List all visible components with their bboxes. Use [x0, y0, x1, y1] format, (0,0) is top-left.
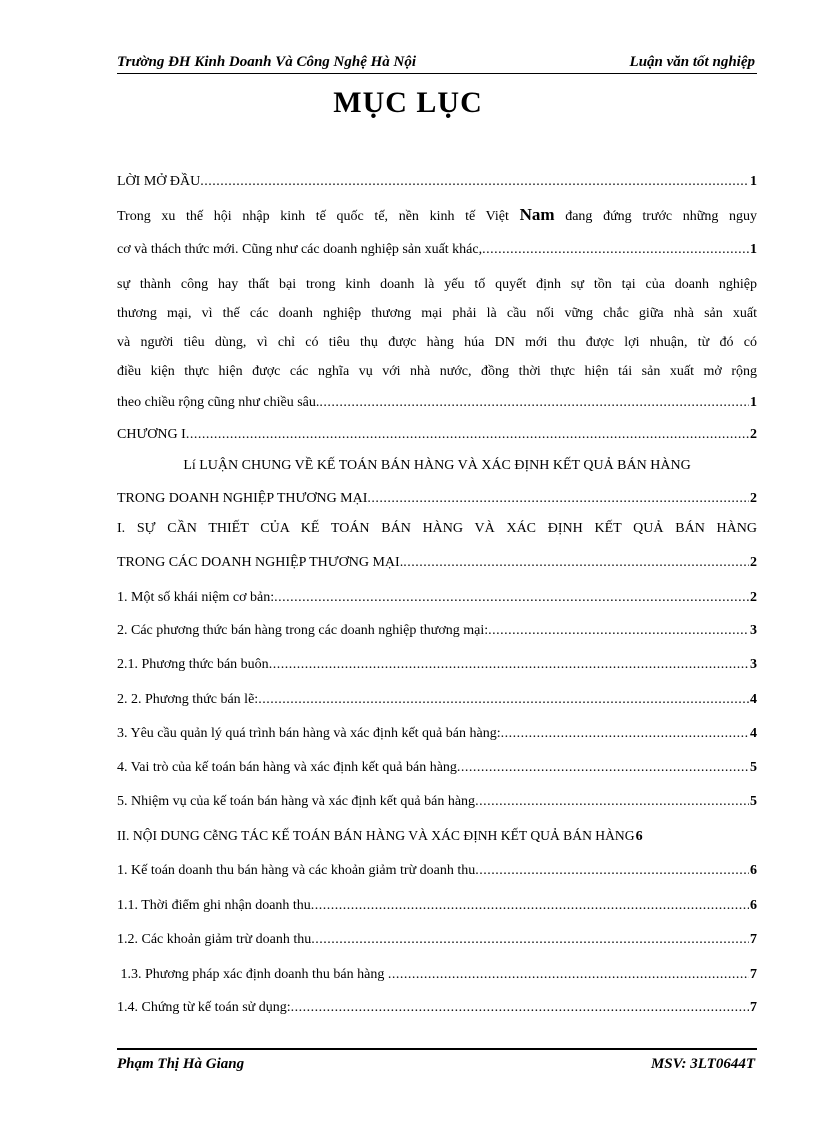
toc-entry-text: 1.3. Phương pháp xác định doanh thu bán hàng	[117, 967, 388, 982]
toc-entry-text: 1. Một số khái niệm cơ bản:	[117, 590, 275, 605]
toc-page-number: 4	[750, 726, 757, 741]
toc-entry-chapter-1[interactable]	[117, 424, 757, 446]
toc-page-number: 6	[750, 898, 757, 913]
toc-entry-text: 4. Vai trò của kế toán bán hàng và xác định kết quả bán hàng	[117, 760, 457, 775]
toc-entry-text: TRONG DOANH NGHIỆP THƯƠNG MẠI	[117, 491, 368, 506]
toc-entry-intro[interactable]	[117, 171, 757, 193]
toc-paragraph-line: điều kiện thực hiện được các nghĩa vụ với nhà nước, đồng thời thực hiện tái sản xuất mở rộng	[117, 364, 757, 379]
toc-entry[interactable]	[117, 587, 757, 609]
toc-leader	[367, 488, 749, 510]
toc-page-number: 2	[750, 590, 757, 605]
toc-page-number: 6	[635, 829, 643, 844]
toc-entry[interactable]	[117, 860, 757, 882]
toc-entry-text: 2. 2. Phương thức bán lẽ:	[117, 692, 259, 707]
toc-page-number: 3	[750, 623, 757, 638]
toc-paragraph-line: sự thành công hay thất bại trong kinh doanh là yếu tố quyết định sự tồn tại của doanh nghiệp	[117, 277, 757, 292]
toc-entry-text: II. NỘI DUNG CễNG TÁC KẾ TOÁN BÁN HÀNG VÀ XÁC ĐỊNH KẾT QUẢ BÁN HÀNG	[117, 828, 635, 843]
toc-entry[interactable]	[117, 997, 757, 1019]
toc-entry[interactable]	[117, 654, 757, 676]
toc-page-number: 6	[750, 863, 757, 878]
header-doc-type: Luận văn tốt nghiệp	[629, 54, 755, 70]
toc-leader	[319, 392, 749, 414]
toc-page-number: 7	[750, 932, 757, 947]
toc-leader	[186, 424, 749, 446]
toc-entry-intro-cont[interactable]	[117, 239, 757, 261]
toc-page-number: 1	[750, 242, 757, 257]
toc-page-number: 2	[750, 427, 757, 442]
toc-entry-text: 1. Kế toán doanh thu bán hàng và các khoản giảm trừ doanh thu	[117, 863, 476, 878]
toc-leader	[501, 723, 749, 745]
page-title: MỤC LỤC	[333, 86, 483, 119]
toc-page-number: 5	[750, 794, 757, 809]
toc-entry-text: TRONG CÁC DOANH NGHIỆP THƯƠNG MẠI.	[117, 555, 404, 570]
toc-leader	[311, 929, 749, 951]
toc-paragraph-line: Trong xu thế hội nhập kinh tế quốc tế, nền kinh tế Việt Nam đang đứng trước những nguy	[117, 205, 757, 224]
toc-entry[interactable]	[117, 757, 757, 779]
toc-page-number: 2	[750, 555, 757, 570]
toc-leader	[258, 689, 749, 711]
toc-leader	[269, 654, 749, 676]
toc-page-number: 2	[750, 491, 757, 506]
toc-entry[interactable]	[117, 964, 757, 986]
toc-entry-text: 3. Yêu cầu quản lý quá trình bán hàng và xác định kết quả bán hàng:	[117, 726, 501, 741]
toc-leader	[274, 587, 749, 609]
toc-entry[interactable]	[117, 689, 757, 711]
toc-entry-chapter-1-title[interactable]	[117, 488, 757, 510]
toc-page-number: 4	[750, 692, 757, 707]
toc-page-number: 3	[750, 657, 757, 672]
toc-leader	[475, 791, 749, 813]
toc-entry-text: 1.4. Chứng từ kế toán sử dụng:	[117, 1000, 291, 1015]
toc-leader	[388, 964, 749, 986]
toc-entry-intro-end[interactable]	[117, 392, 757, 414]
toc-leader	[311, 895, 749, 917]
toc-entry[interactable]	[117, 929, 757, 951]
footer-author: Phạm Thị Hà Giang	[117, 1056, 245, 1072]
toc-leader	[482, 239, 749, 261]
toc-entry-text: 1.2. Các khoản giảm trừ doanh thu	[117, 932, 312, 947]
toc-leader	[488, 620, 749, 642]
toc-entry-text: LỜI MỞ ĐẦU	[117, 174, 201, 189]
toc-page-number: 1	[750, 174, 757, 189]
footer-student-id: MSV: 3LT0644T	[650, 1056, 755, 1072]
toc-entry-text: CHƯƠNG I	[117, 427, 186, 442]
toc-page-number: 5	[750, 760, 757, 775]
toc-leader	[200, 171, 749, 193]
toc-entry[interactable]	[117, 620, 757, 642]
toc-entry[interactable]	[117, 791, 757, 813]
page-footer	[117, 1054, 755, 1076]
page-header	[117, 52, 755, 74]
toc-page-number: 7	[750, 1000, 757, 1015]
header-school: Trường ĐH Kinh Doanh Và Công Nghệ Hà Nội	[117, 54, 417, 70]
toc-entry-text: theo chiều rộng cũng như chiều sâu.	[117, 395, 320, 410]
toc-chapter-title-line: Lí LUẬN CHUNG VỀ KẾ TOÁN BÁN HÀNG VÀ XÁC ĐỊNH KẾT QUẢ BÁN HÀNG	[183, 458, 691, 473]
toc-entry-text: 5. Nhiệm vụ của kế toán bán hàng và xác định kết quả bán hàng	[117, 794, 476, 809]
toc-entry-section-1[interactable]	[117, 552, 757, 574]
footer-rule	[117, 1048, 757, 1050]
header-rule	[117, 73, 757, 74]
toc-entry-text: cơ và thách thức mới. Cũng như các doanh nghiệp sản xuất khác,	[117, 242, 483, 257]
toc-entry[interactable]	[117, 895, 757, 917]
toc-leader	[457, 757, 749, 779]
toc-section-title-line: I. SỰ CẦN THIẾT CỦA KẾ TOÁN BÁN HÀNG VÀ XÁC ĐỊNH KẾT QUẢ BÁN HÀNG	[117, 521, 757, 536]
toc-paragraph-line: thương mại, vì thế các doanh nghiệp thương mại phải là cầu nối vững chắc giữa nhà sản xuất	[117, 306, 757, 321]
toc-entry[interactable]	[117, 723, 757, 745]
toc-entry-text: 2. Các phương thức bán hàng trong các doanh nghiệp thương mại:	[117, 623, 489, 638]
toc-leader	[403, 552, 749, 574]
toc-page-number: 7	[750, 967, 757, 982]
toc-leader	[475, 860, 749, 882]
toc-entry-section-2[interactable]	[117, 825, 757, 847]
toc-entry-text: 1.1. Thời điểm ghi nhận doanh thu	[117, 898, 311, 913]
toc-entry-text: 2.1. Phương thức bán buôn	[117, 657, 269, 672]
toc-leader	[291, 997, 749, 1019]
toc-paragraph-line: và người tiêu dùng, vì chỉ có tiêu thụ được hàng húa DN mới thu được lợi nhuận, từ đó có	[117, 335, 757, 350]
toc-page-number: 1	[750, 395, 757, 410]
